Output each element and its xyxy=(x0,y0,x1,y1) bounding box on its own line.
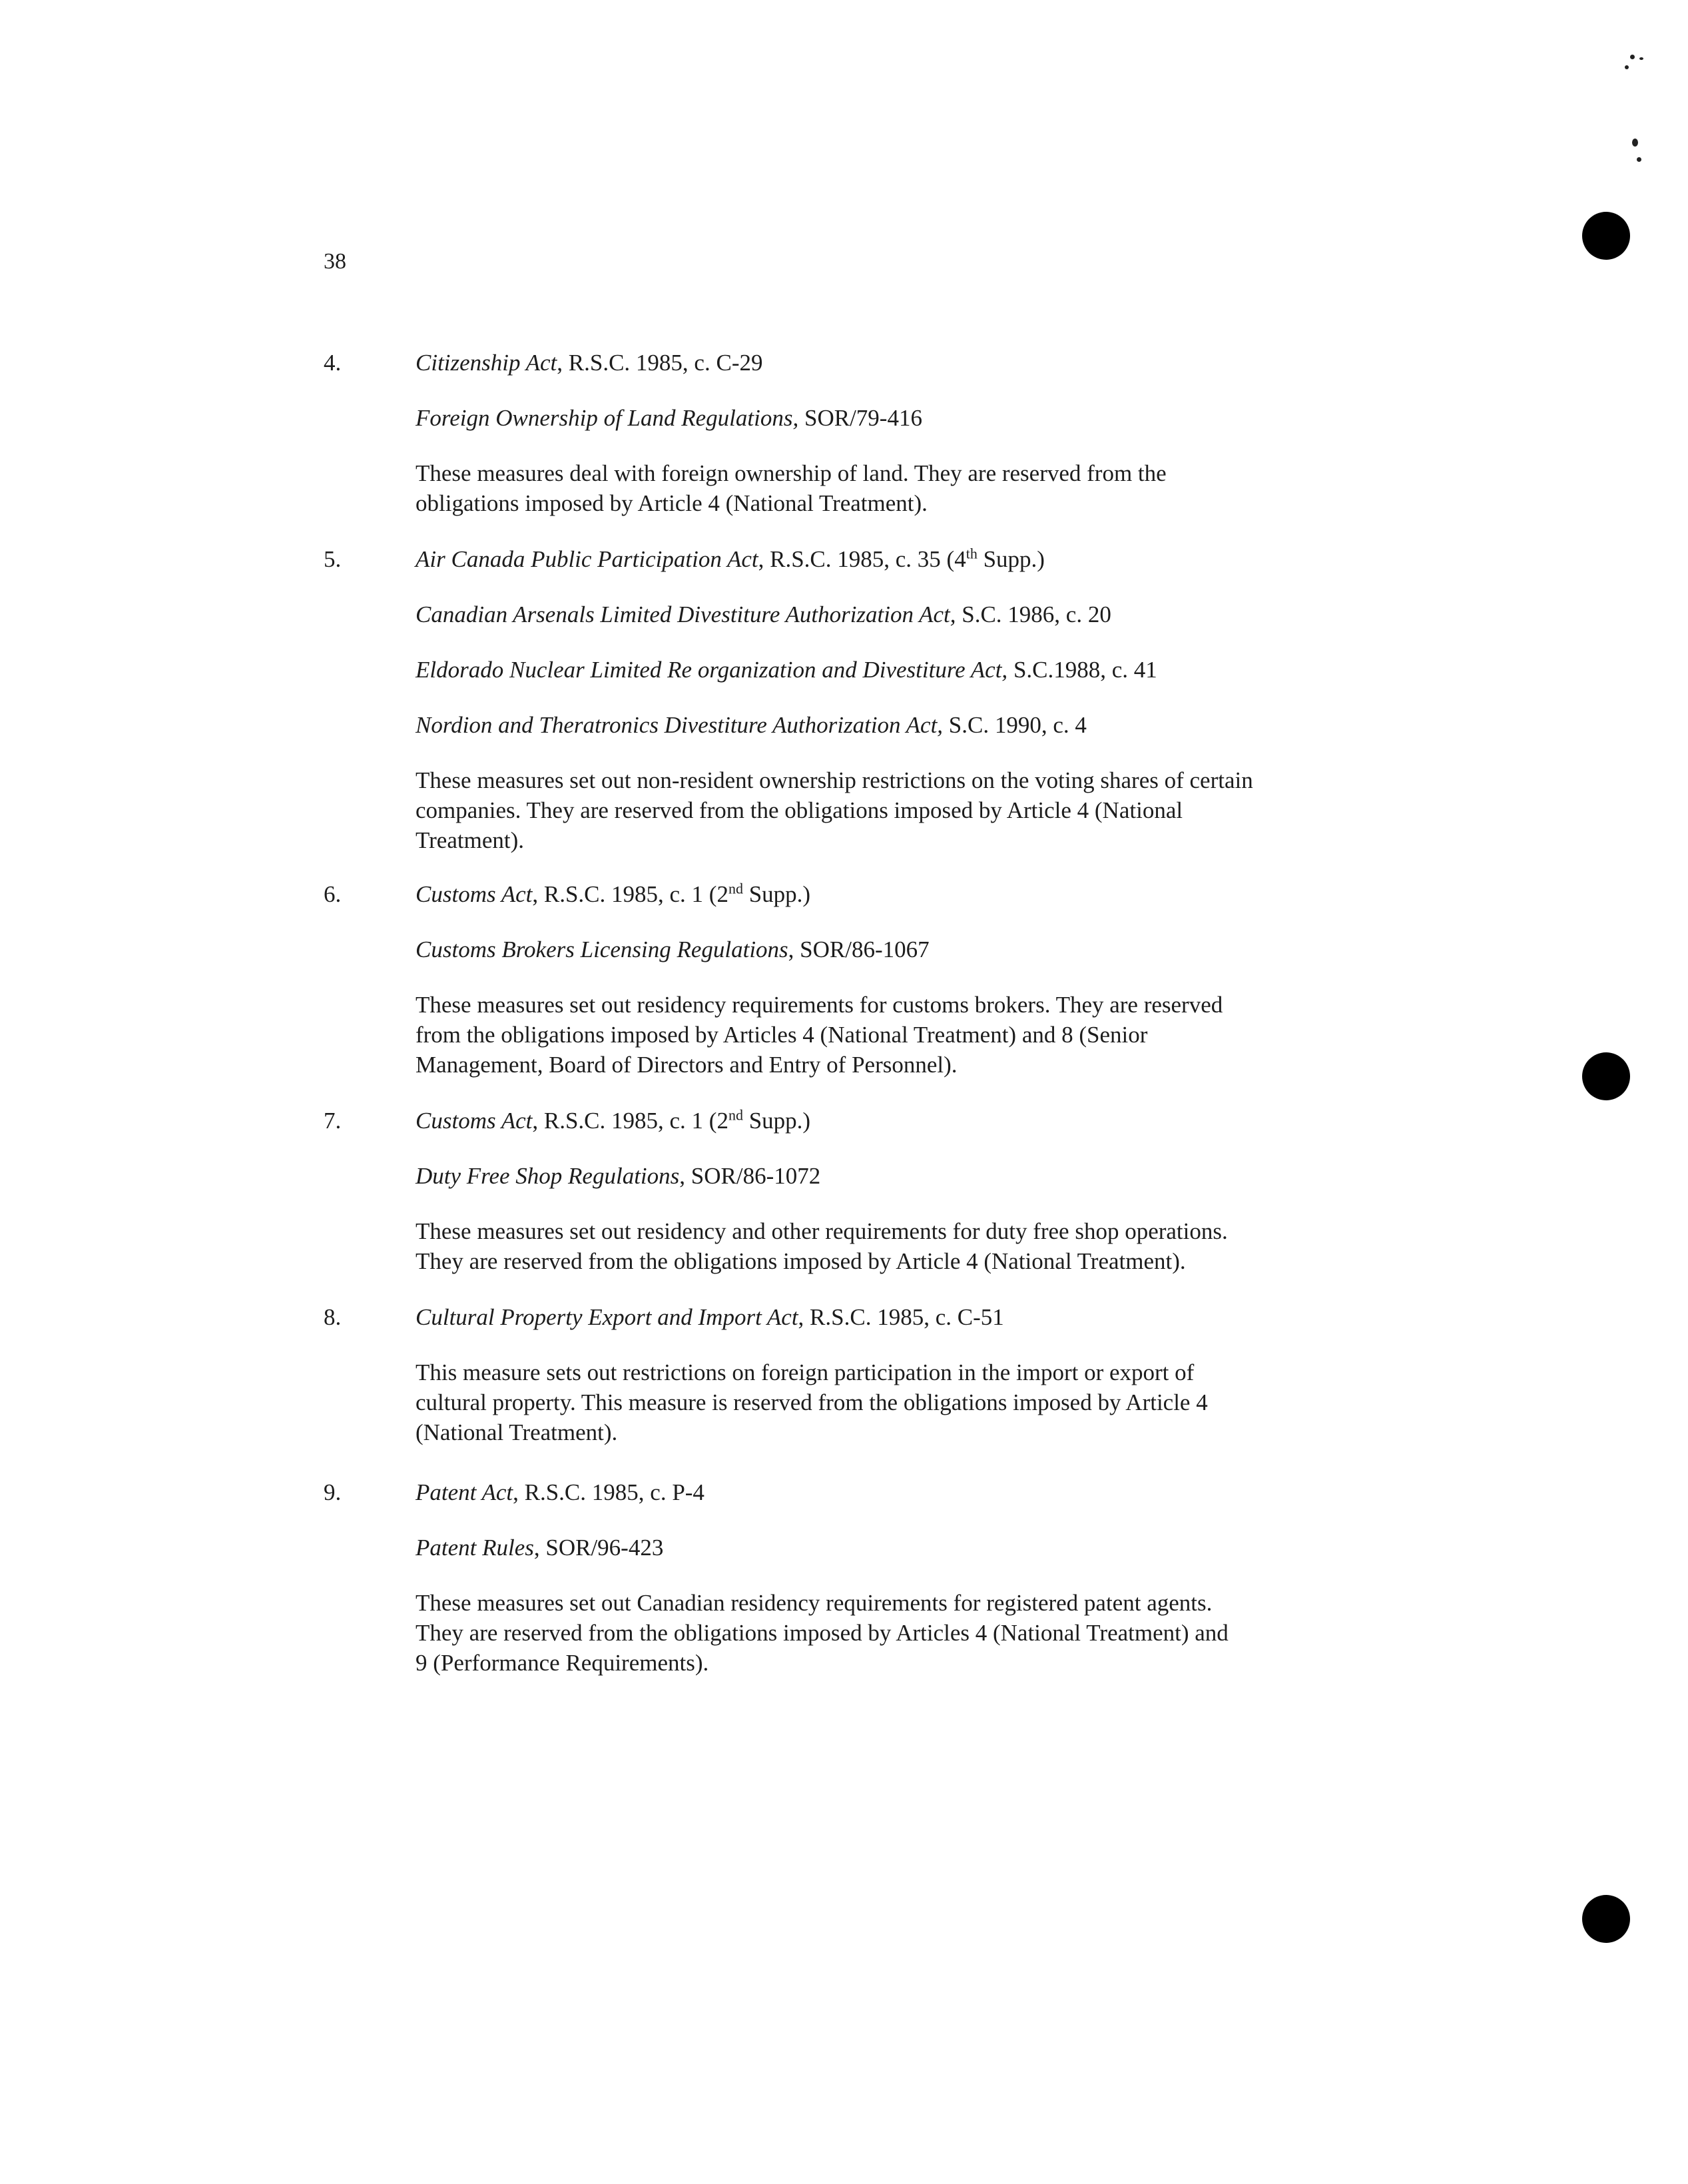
citation-reference: , R.S.C. 1985, c. C-51 xyxy=(798,1304,1004,1330)
citation-supplement: Supp.) xyxy=(977,546,1045,572)
item-body xyxy=(416,1477,1374,1678)
measure-description xyxy=(416,765,1374,855)
legal-citation xyxy=(416,1477,1374,1508)
description-line: companies. They are reserved from the obligations imposed by Article 4 (National xyxy=(416,797,1183,823)
citation-reference: S.C. 1986, c. 20 xyxy=(956,601,1111,627)
act-title: Canadian Arsenals Limited Divestiture Authorization Act, xyxy=(416,601,956,627)
act-title: Foreign Ownership of Land Regulations, xyxy=(416,405,799,431)
description-line: These measures set out Canadian residency requirements for registered patent agents. xyxy=(416,1590,1213,1616)
legal-citation xyxy=(416,1533,1374,1563)
citation-reference: S.C. 1990, c. 4 xyxy=(943,712,1087,738)
item-number: 8. xyxy=(324,1304,342,1330)
citation-reference: , R.S.C. 1985, c. C-29 xyxy=(557,350,763,376)
citation-superscript: th xyxy=(966,545,978,562)
legal-citation xyxy=(416,403,1374,434)
citation-reference: , R.S.C. 1985, c. P-4 xyxy=(513,1479,704,1505)
description-line: cultural property. This measure is reserved from the obligations imposed by Article 4 xyxy=(416,1389,1208,1415)
measure-description xyxy=(416,1357,1374,1447)
measure-description xyxy=(416,458,1374,518)
scan-speck xyxy=(1639,57,1643,60)
item-number: 4. xyxy=(324,350,342,376)
scan-speck xyxy=(1630,55,1635,59)
legal-citation xyxy=(416,879,1374,910)
binder-hole-bottom xyxy=(1582,1895,1630,1943)
description-line: These measures set out residency and other requirements for duty free shop operations. xyxy=(416,1218,1228,1244)
act-title: Customs Brokers Licensing Regulations xyxy=(416,936,788,962)
act-title: Patent Act xyxy=(416,1479,513,1505)
citation-superscript: nd xyxy=(728,880,743,897)
description-line: obligations imposed by Article 4 (National Treatment). xyxy=(416,490,928,516)
item-body xyxy=(416,544,1374,855)
legal-citation xyxy=(416,1161,1374,1192)
citation-reference: , SOR/96-423 xyxy=(533,1535,664,1561)
citation-supplement: Supp.) xyxy=(742,881,811,907)
item-body xyxy=(416,348,1374,518)
act-title: Duty Free Shop Regulations xyxy=(416,1163,680,1189)
description-line: Treatment). xyxy=(416,827,524,853)
description-line: from the obligations imposed by Articles 4 (National Treatment) and 8 (Senior xyxy=(416,1022,1148,1048)
binder-hole-middle xyxy=(1582,1052,1630,1100)
description-line: Management, Board of Directors and Entry of Personnel). xyxy=(416,1052,958,1078)
item-number: 7. xyxy=(324,1108,342,1134)
description-line: These measures set out non-resident ownership restrictions on the voting shares of certain xyxy=(416,767,1253,793)
citation-reference: SOR/79-416 xyxy=(798,405,922,431)
description-line: (National Treatment). xyxy=(416,1419,618,1445)
legal-citation xyxy=(416,710,1374,741)
citation-supplement: Supp.) xyxy=(742,1108,811,1134)
act-title: Patent Rules xyxy=(416,1535,534,1561)
legal-citation xyxy=(416,544,1374,575)
citation-reference: , SOR/86-1072 xyxy=(679,1163,821,1189)
binder-hole-top xyxy=(1582,212,1630,260)
description-line: These measures set out residency requirements for customs brokers. They are reserved xyxy=(416,992,1223,1018)
scan-speck xyxy=(1632,139,1638,147)
citation-reference: S.C.1988, c. 41 xyxy=(1007,657,1157,683)
item-number: 9. xyxy=(324,1479,342,1505)
item-number: 5. xyxy=(324,546,342,572)
description-line: 9 (Performance Requirements). xyxy=(416,1650,709,1676)
description-line: These measures deal with foreign ownership of land. They are reserved from the xyxy=(416,460,1167,486)
act-title: Customs Act xyxy=(416,1108,533,1134)
item-body xyxy=(416,1302,1374,1447)
measure-description xyxy=(416,990,1374,1080)
scan-speck xyxy=(1625,65,1629,69)
act-title: Eldorado Nuclear Limited Re organization and Divestiture Act, xyxy=(416,657,1008,683)
legal-citation xyxy=(416,1106,1374,1136)
description-line: This measure sets out restrictions on foreign participation in the import or export of xyxy=(416,1359,1195,1385)
legal-citation xyxy=(416,655,1374,685)
citation-superscript: nd xyxy=(728,1106,743,1124)
legal-citation xyxy=(416,1302,1374,1333)
citation-reference: , R.S.C. 1985, c. 1 (2 xyxy=(532,881,728,907)
item-body xyxy=(416,879,1374,1080)
act-title: Air Canada Public Participation Act xyxy=(416,546,758,572)
act-title: Citizenship Act xyxy=(416,350,557,376)
citation-reference: , R.S.C. 1985, c. 1 (2 xyxy=(532,1108,728,1134)
description-line: They are reserved from the obligations imposed by Articles 4 (National Treatment) and xyxy=(416,1620,1229,1646)
scan-speck xyxy=(1637,157,1641,162)
description-line: They are reserved from the obligations imposed by Article 4 (National Treatment). xyxy=(416,1248,1186,1274)
measure-description xyxy=(416,1588,1374,1678)
citation-reference: , R.S.C. 1985, c. 35 (4 xyxy=(758,546,966,572)
item-number: 6. xyxy=(324,881,342,907)
act-title: Nordion and Theratronics Divestiture Authorization Act, xyxy=(416,712,944,738)
act-title: Cultural Property Export and Import Act xyxy=(416,1304,798,1330)
legal-citation xyxy=(416,934,1374,965)
legal-citation xyxy=(416,348,1374,378)
act-title: Customs Act xyxy=(416,881,533,907)
item-body xyxy=(416,1106,1374,1276)
measure-description xyxy=(416,1216,1374,1276)
page-number: 38 xyxy=(324,249,346,274)
legal-citation xyxy=(416,599,1374,630)
citation-reference: , SOR/86-1067 xyxy=(788,936,930,962)
